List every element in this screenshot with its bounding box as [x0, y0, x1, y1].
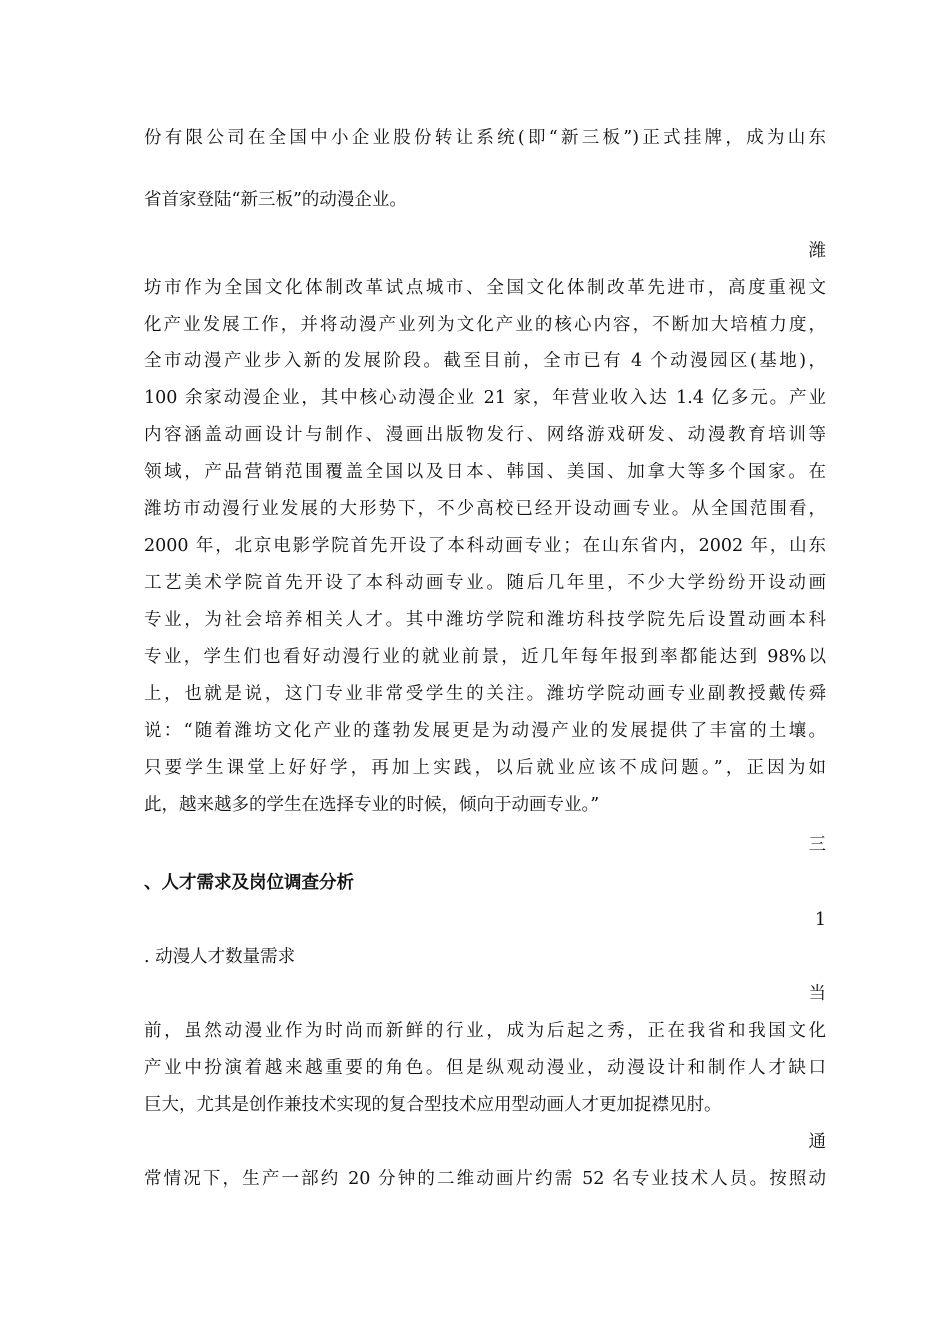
paragraph-2-line-15: 此，越来越多的学生在选择专业的时候，倾向于动画专业。”: [144, 795, 600, 815]
paragraph-2-line-1: 坊市作为全国文化体制改革试点城市、全国文化体制改革先进市，高度重视文: [144, 278, 826, 298]
paragraph-2-line-3: 全市动漫产业步入新的发展阶段。截至目前，全市已有 4 个动漫园区(基地)，: [144, 351, 826, 371]
paragraph-2-line-2: 化产业发展工作，并将动漫产业列为文化产业的核心内容，不断加大培植力度，: [144, 315, 826, 335]
section-3-title: 、人才需求及岗位调查分析: [144, 873, 354, 893]
paragraph-3-line-3: 巨大，尤其是创作兼技术实现的复合型技术应用型动画人才更加捉襟见肘。: [144, 1095, 722, 1115]
paragraph-3-line-1: 前，虽然动漫业作为时尚而新鲜的行业，成为后起之秀，正在我省和我国文化: [144, 1021, 826, 1041]
paragraph-2-line-10: 专业，为社会培养相关人才。其中潍坊学院和潍坊科技学院先后设置动画本科: [144, 610, 826, 630]
paragraph-3-line-2: 产业中扮演着越来越重要的角色。但是纵观动漫业，动漫设计和制作人才缺口: [144, 1058, 826, 1078]
paragraph-1-line-2: 省首家登陆“新三板”的动漫企业。: [144, 190, 407, 210]
paragraph-2-line-6: 领域，产品营销范围覆盖全国以及日本、韩国、美国、加拿大等多个国家。在: [144, 462, 826, 482]
paragraph-3-lead-char: 当: [808, 984, 826, 1004]
subsection-1-title: . 动漫人才数量需求: [144, 947, 296, 967]
paragraph-2-lead-char: 潍: [808, 241, 826, 261]
subsection-1-number: 1: [814, 910, 826, 930]
paragraph-2-line-11: 专业，学生们也看好动漫行业的就业前景，近几年每年报到率都能达到 98%以: [144, 647, 826, 667]
paragraph-2-line-13: 说：“随着潍坊文化产业的蓬勃发展更是为动漫产业的发展提供了丰富的土壤。: [144, 721, 826, 741]
paragraph-2-line-12: 上，也就是说，这门专业非常受学生的关注。潍坊学院动画专业副教授戴传舜: [144, 684, 826, 704]
paragraph-1-line-1: 份有限公司在全国中小企业股份转让系统(即“新三板”)正式挂牌，成为山东: [144, 128, 826, 148]
paragraph-2-line-14: 只要学生课堂上好好学，再加上实践，以后就业应该不成问题。”，正因为如: [144, 758, 826, 778]
paragraph-4-lead-char: 通: [808, 1132, 826, 1152]
section-3-number: 三: [808, 835, 826, 855]
paragraph-2-line-5: 内容涵盖动画设计与制作、漫画出版物发行、网络游戏研发、动漫教育培训等: [144, 425, 826, 445]
paragraph-2-line-9: 工艺美术学院首先开设了本科动画专业。随后几年里，不少大学纷纷开设动画: [144, 573, 826, 593]
paragraph-4-line-1: 常情况下，生产一部约 20 分钟的二维动画片约需 52 名专业技术人员。按照动: [144, 1169, 826, 1189]
paragraph-2-line-8: 2000 年，北京电影学院首先开设了本科动画专业；在山东省内，2002 年，山东: [144, 536, 826, 556]
paragraph-2-line-7: 潍坊市动漫行业发展的大形势下，不少高校已经开设动画专业。从全国范围看，: [144, 499, 826, 519]
paragraph-2-line-4: 100 余家动漫企业，其中核心动漫企业 21 家，年营业收入达 1.4 亿多元。产业: [144, 388, 826, 408]
